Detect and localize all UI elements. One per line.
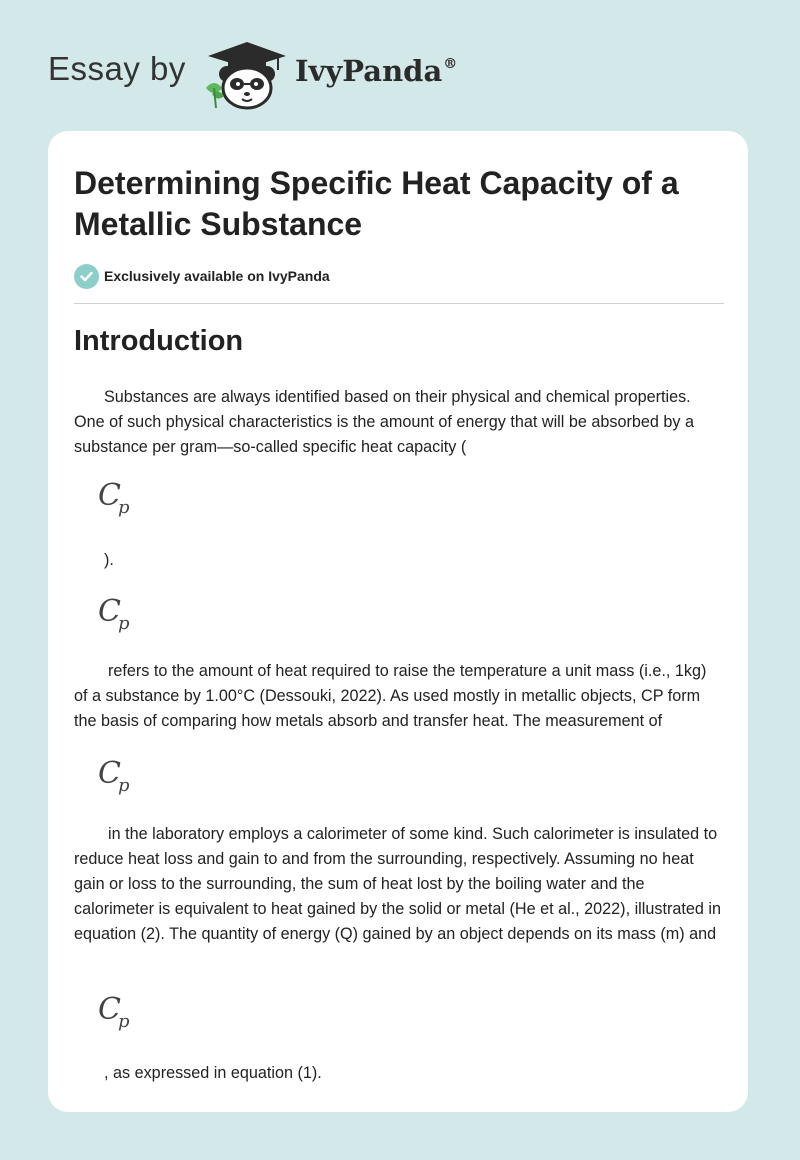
svg-text:C: C [98, 478, 121, 513]
cp-formula-1 [96, 475, 140, 519]
svg-text:C: C [98, 756, 121, 791]
cp-formula-2 [96, 591, 140, 635]
svg-text:p: p [118, 497, 130, 518]
svg-text:p: p [118, 1011, 130, 1032]
paragraph-2: ). [104, 551, 114, 569]
brand-name[interactable] [295, 54, 457, 88]
svg-text:C: C [98, 992, 121, 1027]
paragraph-5: , as expressed in equation (1). [104, 1064, 322, 1082]
badge-label: Exclusively available on IvyPanda [104, 268, 330, 284]
svg-text:C: C [98, 594, 121, 629]
svg-text:p: p [118, 613, 130, 634]
site-header [48, 30, 608, 110]
page-title [74, 163, 724, 245]
check-icon [74, 264, 99, 289]
exclusive-badge [74, 263, 330, 289]
panda-graduate-icon[interactable] [204, 38, 290, 110]
article-card [48, 131, 748, 1112]
svg-text:p: p [118, 775, 130, 796]
section-heading-introduction: Introduction [74, 325, 244, 357]
essay-by-label: Essay by [48, 50, 186, 87]
brand-text: IvyPanda [295, 54, 443, 88]
cp-formula-3 [96, 753, 140, 797]
title-line-1: Determining Specific Heat Capacity of a [74, 165, 679, 201]
paragraph-3: refers to the amount of heat required to raise the temperature a unit mass (i.e., 1kg) of a substance by 1.00°C (Dessouki, 2022). As used mostly in metallic objects, CP form the basis of comparing how metals absorb and transfer heat. The measurement of [74, 662, 707, 730]
paragraph-1: Substances are always identified based on their physical and chemical properties. One of such physical characteristics is the amount of energy that will be absorbed by a substance per gram—so-called specific heat capacity ( [74, 388, 694, 456]
divider [74, 303, 724, 304]
cp-formula-4 [96, 989, 140, 1033]
title-line-2: Metallic Substance [74, 206, 363, 242]
paragraph-4: in the laboratory employs a calorimeter of some kind. Such calorimeter is insulated to reduce heat loss and gain to and from the surrounding, respectively. Assuming no heat gain or loss to the surrounding, the sum of heat lost by the boiling water and the calorimeter is equivalent to heat gained by the solid or metal (He et al., 2022), illustrated in equation (2). The quantity of energy (Q) gained by an object depends on its mass (m) and [74, 825, 721, 943]
registered-mark: ® [443, 56, 458, 72]
